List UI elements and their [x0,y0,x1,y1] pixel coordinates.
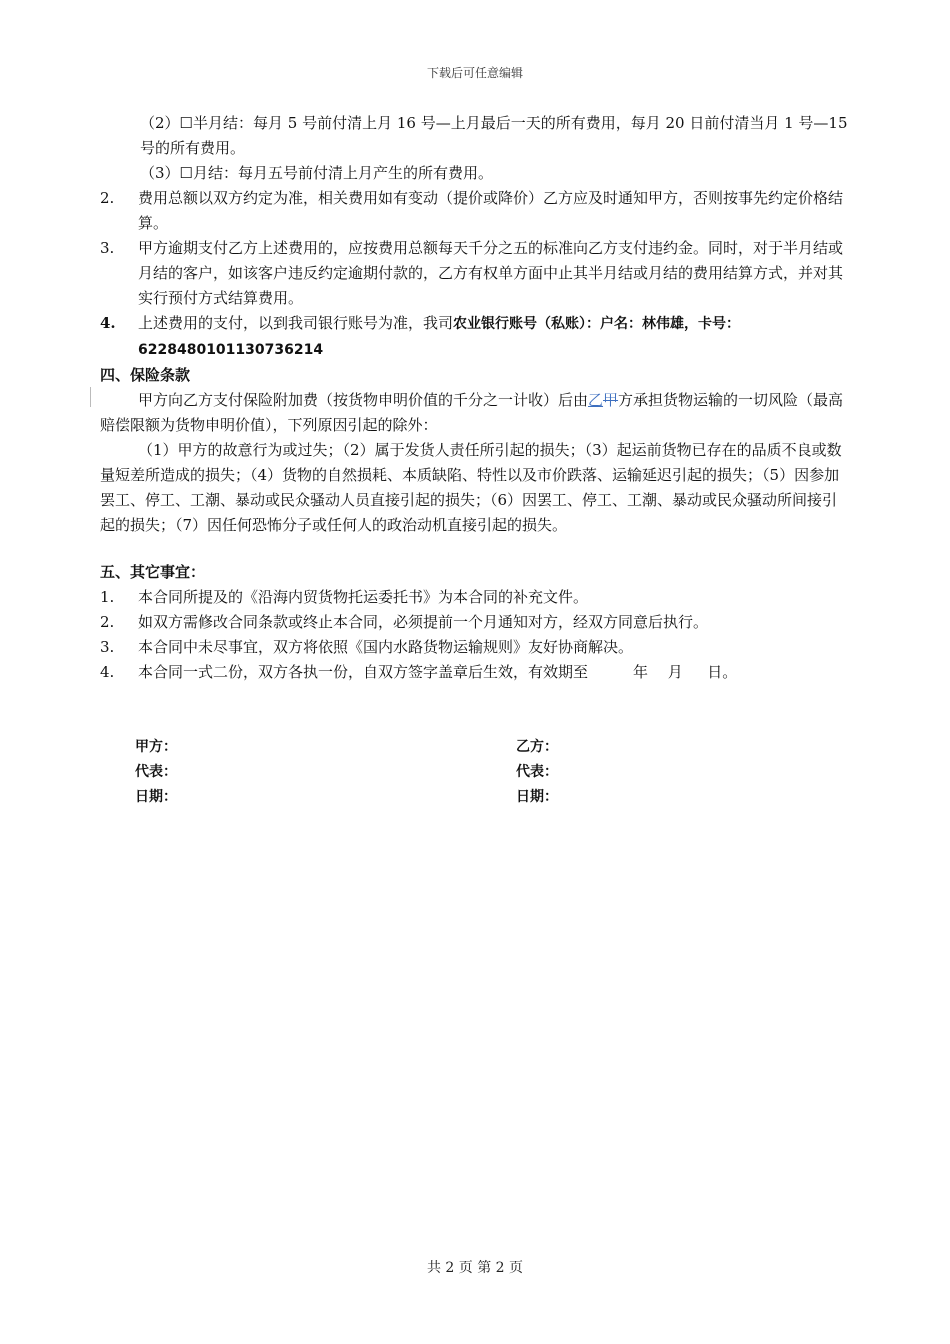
item-text: 本合同一式二份，双方各执一份，自双方签字盖章后生效，有效期至 年 月 日。 [138,663,738,681]
date-a-label: 日期： [135,789,177,805]
page-footer: 共 2 页 第 2 页 [426,1260,524,1276]
insurance-text-a: 甲方向乙方支付保险附加费（按货物申明价值的千分之一计收）后由 [138,391,589,409]
payment-item-3 [100,236,852,311]
item-number: 2. [100,613,115,631]
item-number: 2. [100,189,115,207]
other-item-3 [100,635,852,660]
payment-item-2 [100,186,852,236]
item-number: 4. [100,663,115,681]
section-heading-other: 五、其它事宜： [100,563,206,581]
item-number: 4. [100,314,116,332]
party-b-label: 乙方： [516,739,558,755]
payment-item-4 [100,311,852,363]
item-text: 本合同所提及的《沿海内贸货物托运委托书》为本合同的补充文件。 [138,588,589,606]
revision-insertion: 乙 [588,391,604,409]
bank-account-info: 农业银行账号（私账）：户名：林伟雄，卡号：6228480101130736214 [138,316,741,358]
representative-a-label: 代表： [135,764,177,780]
item-text: 上述费用的支付，以到我司银行账号为准，我司 [138,314,454,332]
revision-deletion: 甲 [603,391,619,409]
item-text: 如双方需修改合同条款或终止本合同，必须提前一个月通知对方，经双方同意后执行。 [138,613,709,631]
payment-option-half-month: （2）☐半月结：每月 5 号前付清上月 16 号—上月最后一天的所有费用，每月 20 日前付清当月 1 号—15 号的所有费用。 [140,114,848,157]
party-a-label: 甲方： [135,739,177,755]
representative-b-label: 代表： [516,764,558,780]
spacer [100,538,852,560]
date-b-label: 日期： [516,789,558,805]
insurance-exclusions: （1）甲方的故意行为或过失；（2）属于发货人责任所引起的损失；（3）起运前货物已存在的品质不良或数量短差所造成的损失；（4）货物的自然损耗、本质缺陷、特性以及市价跌落、运输延迟引起的损失；（5）因参加罢工、停工、工潮、暴动或民众骚动人员直接引起的损失；（6）因罢工、停工、工潮、暴动或民众骚动所间接引起的损失；（7）因任何恐怖分子或任何人的政治动机直接引起的损失。 [100,441,842,534]
other-item-2 [100,610,852,635]
item-number: 3. [100,239,115,257]
revision-margin-mark [90,387,91,407]
item-text: 甲方逾期支付乙方上述费用的，应按费用总额每天千分之五的标准向乙方支付违约金。同时，对于半月结或月结的客户，如该客户违反约定逾期付款的，乙方有权单方面中止其半月结或月结的费用结算方式，并对其实行预付方式结算费用。 [138,239,844,307]
section-heading-insurance: 四、保险条款 [100,366,191,384]
signature-row-party [135,736,835,761]
page-header: 下载后可任意编辑 [426,66,523,80]
other-item-4 [100,660,852,685]
item-text: 费用总额以双方约定为准，相关费用如有变动（提价或降价）乙方应及时通知甲方，否则按事先约定价格结算。 [138,189,844,232]
payment-option-month: （3）☐月结：每月五号前付清上月产生的所有费用。 [140,164,493,182]
item-number: 3. [100,638,115,656]
insurance-paragraph-1 [100,388,852,438]
signature-block [135,736,835,811]
other-item-1 [100,585,852,610]
signature-row-representative [135,761,835,786]
item-number: 1. [100,588,115,606]
signature-row-date [135,786,835,811]
insurance-text-b: 方承担货物运输的一切风险（最高赔偿限额为货物申明价值），下列原因引起的除外： [100,391,844,434]
item-text: 本合同中未尽事宜，双方将依照《国内水路货物运输规则》友好协商解决。 [138,638,634,656]
document-body [100,111,852,685]
